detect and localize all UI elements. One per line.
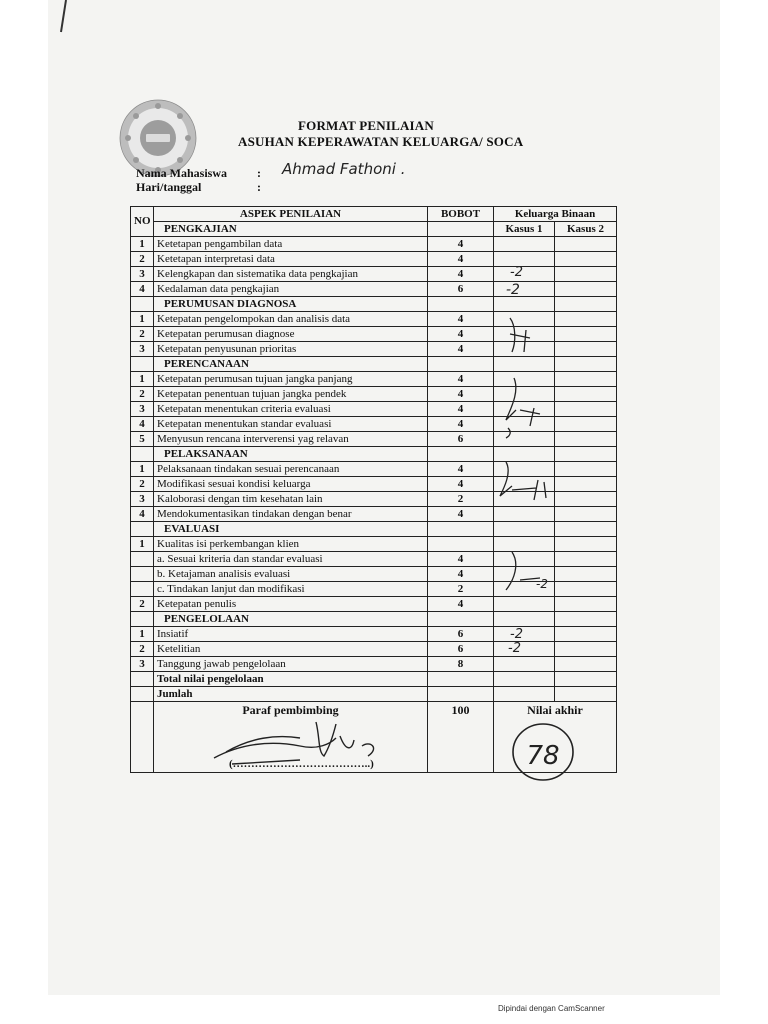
- row-case-1: [494, 372, 555, 387]
- row-case-1: [494, 552, 555, 567]
- empty-cell: [131, 687, 154, 702]
- row-weight: 4: [428, 477, 494, 492]
- row-case-1: [494, 402, 555, 417]
- row-aspect: Ketepatan perumusan tujuan jangka panjang: [154, 372, 428, 387]
- row-case-2: [555, 327, 617, 342]
- total-row: [131, 672, 617, 687]
- empty-cell: [555, 612, 617, 627]
- row-case-1: [494, 387, 555, 402]
- empty-cell: [131, 522, 154, 537]
- row-number: 3: [131, 657, 154, 672]
- table-row: [131, 552, 617, 567]
- table-row: [131, 372, 617, 387]
- table-header-row: [131, 207, 617, 222]
- row-case-2: [555, 627, 617, 642]
- row-weight: 6: [428, 627, 494, 642]
- row-case-2: [555, 342, 617, 357]
- row-weight: 2: [428, 582, 494, 597]
- row-aspect: Ketetapan interpretasi data: [154, 252, 428, 267]
- row-case-2: [555, 252, 617, 267]
- row-case-1: [494, 657, 555, 672]
- row-weight: 4: [428, 237, 494, 252]
- signature-block: [157, 702, 424, 772]
- row-number: 2: [131, 252, 154, 267]
- row-case-1: [494, 537, 555, 552]
- row-weight: [428, 537, 494, 552]
- row-case-1: [494, 327, 555, 342]
- row-case-1: [494, 282, 555, 297]
- row-case-1: [494, 342, 555, 357]
- section-title: EVALUASI: [154, 522, 428, 537]
- table-row: [131, 537, 617, 552]
- section-title: PERENCANAAN: [154, 357, 428, 372]
- row-case-2: [555, 312, 617, 327]
- row-aspect: Ketepatan penulis: [154, 597, 428, 612]
- empty-cell: [131, 672, 154, 687]
- row-number: 2: [131, 327, 154, 342]
- row-case-1: [494, 567, 555, 582]
- row-aspect: Ketepatan perumusan diagnose: [154, 327, 428, 342]
- table-row: [131, 282, 617, 297]
- mark-evaluasi-score: -2: [536, 577, 548, 591]
- row-case-1: [494, 312, 555, 327]
- row-case-2: [555, 552, 617, 567]
- row-number: 2: [131, 477, 154, 492]
- row-case-2: [555, 237, 617, 252]
- total-label: Jumlah: [154, 687, 428, 702]
- row-aspect: Insiatif: [154, 627, 428, 642]
- row-aspect: Ketetapan pengambilan data: [154, 237, 428, 252]
- row-weight: 4: [428, 552, 494, 567]
- row-case-2: [555, 582, 617, 597]
- empty-cell: [428, 222, 494, 237]
- scanner-watermark: Dipindai dengan CamScanner: [498, 1004, 605, 1013]
- row-case-1: [494, 492, 555, 507]
- student-name-label: Nama Mahasiswa: [136, 166, 228, 180]
- row-aspect: Kualitas isi perkembangan klien: [154, 537, 428, 552]
- mark-ketelitian: -2: [508, 641, 521, 656]
- section-row: [131, 447, 617, 462]
- signature-label: Paraf pembimbing: [242, 703, 339, 717]
- row-number: 1: [131, 312, 154, 327]
- row-case-2: [555, 657, 617, 672]
- empty-cell: [494, 522, 555, 537]
- empty-cell: [428, 522, 494, 537]
- row-case-2: [555, 567, 617, 582]
- table-row: [131, 417, 617, 432]
- row-aspect: Menyusun rencana interverensi yag relavan: [154, 432, 428, 447]
- weight-total: 100: [451, 703, 470, 717]
- row-weight: 4: [428, 567, 494, 582]
- row-aspect: a. Sesuai kriteria dan standar evaluasi: [154, 552, 428, 567]
- row-number: [131, 567, 154, 582]
- row-case-1: [494, 462, 555, 477]
- section-title: PELAKSANAAN: [154, 447, 428, 462]
- row-aspect: c. Tindakan lanjut dan modifikasi: [154, 582, 428, 597]
- empty-cell: [131, 357, 154, 372]
- section-row: [131, 612, 617, 627]
- row-case-1: [494, 432, 555, 447]
- assessment-table: [130, 206, 617, 773]
- empty-cell: [555, 297, 617, 312]
- table-row: [131, 402, 617, 417]
- section-title: PENGELOLAAN: [154, 612, 428, 627]
- table-row: [131, 267, 617, 282]
- total-row: [131, 687, 617, 702]
- empty-cell: [428, 357, 494, 372]
- row-case-1: [494, 267, 555, 282]
- table-row: [131, 492, 617, 507]
- table-row: [131, 657, 617, 672]
- final-score-circle: [508, 720, 578, 784]
- section-title: PERUMUSAN DIAGNOSA: [154, 297, 428, 312]
- empty-cell: [555, 687, 617, 702]
- table-row: [131, 642, 617, 657]
- row-weight: 4: [428, 252, 494, 267]
- row-case-2: [555, 642, 617, 657]
- row-weight: 4: [428, 312, 494, 327]
- date-label: Hari/tanggal: [136, 180, 202, 194]
- row-weight: 4: [428, 597, 494, 612]
- table-row: [131, 387, 617, 402]
- row-weight: 4: [428, 387, 494, 402]
- header-aspect: ASPEK PENILAIAN: [154, 207, 428, 222]
- final-score-label: Nilai akhir: [527, 703, 583, 717]
- row-aspect: Ketepatan menentukan standar evaluasi: [154, 417, 428, 432]
- empty-cell: [494, 687, 555, 702]
- row-aspect: Mendokumentasikan tindakan dengan benar: [154, 507, 428, 522]
- corner-pen-mark: [58, 0, 70, 34]
- empty-cell: [131, 297, 154, 312]
- empty-cell: [494, 297, 555, 312]
- final-score-value: 78: [526, 741, 560, 771]
- row-number: 1: [131, 372, 154, 387]
- row-aspect: Ketepatan penyusunan prioritas: [154, 342, 428, 357]
- table-row: [131, 567, 617, 582]
- section-cell: PENGKAJIAN: [154, 222, 428, 237]
- empty-cell: [428, 687, 494, 702]
- empty-cell: [494, 672, 555, 687]
- row-case-2: [555, 597, 617, 612]
- row-aspect: Ketepatan penentuan tujuan jangka pendek: [154, 387, 428, 402]
- empty-cell: [494, 357, 555, 372]
- header-weight: BOBOT: [428, 207, 494, 222]
- table-row: [131, 327, 617, 342]
- row-case-2: [555, 537, 617, 552]
- row-aspect: Kaloborasi dengan tim kesehatan lain: [154, 492, 428, 507]
- row-weight: 2: [428, 492, 494, 507]
- row-number: 1: [131, 237, 154, 252]
- row-number: 3: [131, 492, 154, 507]
- row-number: 1: [131, 462, 154, 477]
- signature-cell: [154, 702, 428, 773]
- empty-cell: [555, 447, 617, 462]
- row-weight: 4: [428, 267, 494, 282]
- row-weight: 4: [428, 342, 494, 357]
- row-number: 2: [131, 387, 154, 402]
- table-row: [131, 627, 617, 642]
- row-case-1: [494, 582, 555, 597]
- row-number: 4: [131, 282, 154, 297]
- table-row: [131, 582, 617, 597]
- table-row: [131, 462, 617, 477]
- table-row: [131, 477, 617, 492]
- table-row: [131, 312, 617, 327]
- row-aspect: Modifikasi sesuai kondisi keluarga: [154, 477, 428, 492]
- row-case-2: [555, 282, 617, 297]
- table-row: [131, 237, 617, 252]
- row-number: 4: [131, 417, 154, 432]
- table-subheader-row: [131, 222, 617, 237]
- table-row: [131, 507, 617, 522]
- row-weight: 4: [428, 402, 494, 417]
- empty-cell: [428, 447, 494, 462]
- row-number: 4: [131, 507, 154, 522]
- row-case-2: [555, 432, 617, 447]
- row-case-2: [555, 462, 617, 477]
- mark-insiatif: -2: [510, 627, 523, 642]
- header-no: NO: [131, 207, 154, 237]
- row-number: [131, 552, 154, 567]
- row-aspect: Ketelitian: [154, 642, 428, 657]
- weight-total-cell: [428, 702, 494, 773]
- signature-dots: (………………………………..): [229, 758, 374, 770]
- student-name-colon: :: [257, 166, 261, 180]
- row-aspect: Kedalaman data pengkajian: [154, 282, 428, 297]
- form-title: FORMAT PENILAIAN: [298, 118, 434, 133]
- row-number: 3: [131, 342, 154, 357]
- row-case-2: [555, 507, 617, 522]
- row-number: [131, 582, 154, 597]
- row-case-2: [555, 417, 617, 432]
- row-case-2: [555, 372, 617, 387]
- row-number: 2: [131, 642, 154, 657]
- mark-pengkajian-3: -2: [510, 265, 523, 280]
- row-case-1: [494, 477, 555, 492]
- table-row: [131, 597, 617, 612]
- row-case-1: [494, 237, 555, 252]
- empty-cell: [494, 612, 555, 627]
- row-aspect: Ketepatan menentukan criteria evaluasi: [154, 402, 428, 417]
- empty-cell: [555, 672, 617, 687]
- date-colon: :: [257, 180, 261, 194]
- student-name-value: Ahmad Fathoni .: [282, 160, 406, 178]
- row-number: 2: [131, 597, 154, 612]
- row-weight: 4: [428, 327, 494, 342]
- row-case-1: [494, 597, 555, 612]
- row-case-1: [494, 507, 555, 522]
- empty-cell: [555, 522, 617, 537]
- row-aspect: Tanggung jawab pengelolaan: [154, 657, 428, 672]
- empty-cell: [428, 672, 494, 687]
- row-aspect: b. Ketajaman analisis evaluasi: [154, 567, 428, 582]
- table-row: [131, 252, 617, 267]
- row-number: 3: [131, 402, 154, 417]
- empty-cell: [131, 702, 154, 773]
- row-case-2: [555, 267, 617, 282]
- row-case-1: [494, 252, 555, 267]
- row-case-2: [555, 402, 617, 417]
- row-aspect: Pelaksanaan tindakan sesuai perencanaan: [154, 462, 428, 477]
- table-row: [131, 342, 617, 357]
- total-label: Total nilai pengelolaan: [154, 672, 428, 687]
- mark-pengkajian-4: -2: [506, 282, 520, 298]
- row-number: 1: [131, 627, 154, 642]
- section-row: [131, 522, 617, 537]
- row-case-2: [555, 387, 617, 402]
- empty-cell: [131, 447, 154, 462]
- row-aspect: Ketepatan pengelompokan dan analisis data: [154, 312, 428, 327]
- form-subtitle: ASUHAN KEPERAWATAN KELUARGA/ SOCA: [238, 134, 524, 149]
- section-row: [131, 357, 617, 372]
- row-weight: 6: [428, 432, 494, 447]
- row-weight: 4: [428, 462, 494, 477]
- header-family-group: Keluarga Binaan: [494, 207, 617, 222]
- empty-cell: [494, 447, 555, 462]
- header-case-1: Kasus 1: [494, 222, 555, 237]
- row-weight: 4: [428, 507, 494, 522]
- row-weight: 8: [428, 657, 494, 672]
- empty-cell: [555, 357, 617, 372]
- row-weight: 6: [428, 282, 494, 297]
- row-number: 5: [131, 432, 154, 447]
- row-case-1: [494, 642, 555, 657]
- empty-cell: [428, 297, 494, 312]
- table-row: [131, 432, 617, 447]
- section-row: [131, 297, 617, 312]
- empty-cell: [131, 612, 154, 627]
- row-aspect: Kelengkapan dan sistematika data pengkajian: [154, 267, 428, 282]
- row-number: 3: [131, 267, 154, 282]
- row-weight: 4: [428, 372, 494, 387]
- row-case-1: [494, 627, 555, 642]
- row-case-2: [555, 477, 617, 492]
- row-number: 1: [131, 537, 154, 552]
- row-case-2: [555, 492, 617, 507]
- header-case-2: Kasus 2: [555, 222, 617, 237]
- row-case-1: [494, 417, 555, 432]
- empty-cell: [428, 612, 494, 627]
- row-weight: 4: [428, 417, 494, 432]
- row-weight: 6: [428, 642, 494, 657]
